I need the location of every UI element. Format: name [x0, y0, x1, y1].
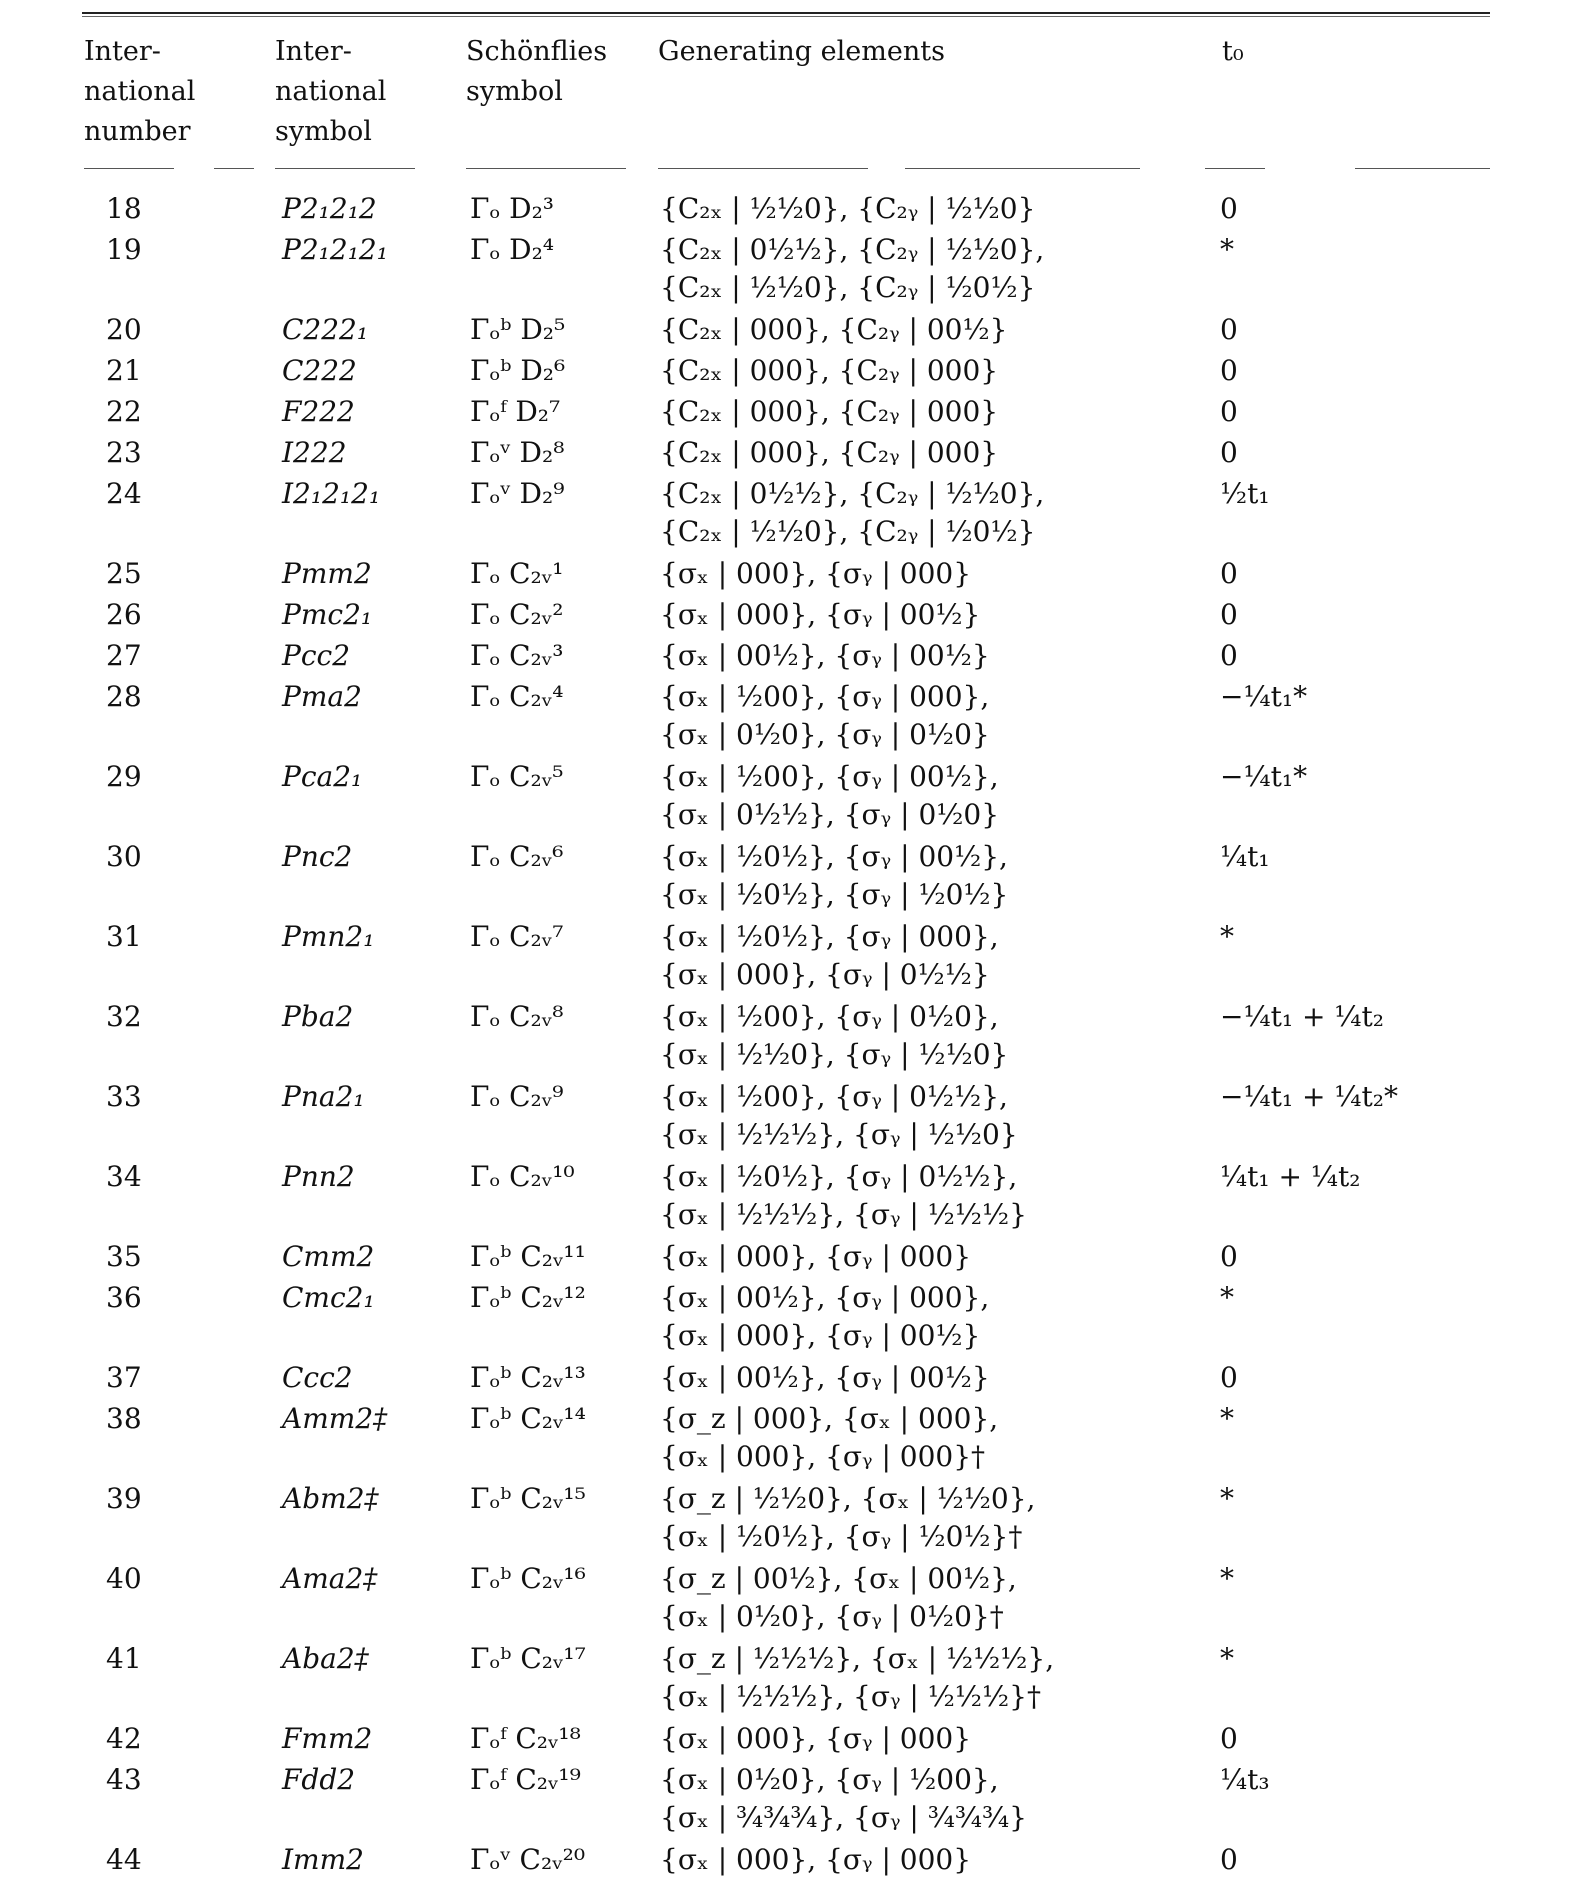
t0-cell: 0 [1220, 436, 1238, 469]
generating-elements-cell [660, 1238, 971, 1276]
generating-elements-cell [660, 475, 1044, 551]
generating-elements-cell [660, 555, 971, 593]
t0-cell: * [1220, 1482, 1234, 1515]
generating-elements-line: {σₓ | ½½½}, {σᵧ | ½½½}† [660, 1680, 1041, 1713]
generating-elements-line: {C₂ₓ | 0½½}, {C₂ᵧ | ½½0}, [660, 233, 1045, 266]
t0-cell: −¼t₁ + ¼t₂ [1220, 1000, 1384, 1033]
generating-elements-line: {σₓ | ½00}, {σᵧ | 000}, [660, 680, 990, 713]
intl-number-cell: 41 [106, 1642, 142, 1675]
schoenflies-cell: Γₒᵇ C₂ᵥ¹⁵ [470, 1482, 586, 1515]
generating-elements-line: {C₂ₓ | ½½0}, {C₂ᵧ | ½0½} [660, 271, 1036, 304]
t0-cell: 0 [1220, 1240, 1238, 1273]
generating-elements-cell [660, 434, 998, 472]
generating-elements-cell [660, 1720, 971, 1758]
generating-elements-cell [660, 596, 980, 634]
schoenflies-cell: Γₒ C₂ᵥ⁴ [470, 680, 564, 713]
generating-elements-line: {σₓ | ¾¾¾}, {σᵧ | ¾¾¾} [660, 1801, 1027, 1834]
t0-cell: 0 [1220, 395, 1238, 428]
generating-elements-line: {σ_z | 000}, {σₓ | 000}, [660, 1402, 999, 1435]
intl-symbol-cell: Cmc2₁ [282, 1281, 375, 1314]
t0-cell: * [1220, 1562, 1234, 1595]
generating-elements-cell [660, 678, 990, 754]
generating-elements-line: {σₓ | ½0½}, {σᵧ | 00½}, [660, 840, 1008, 873]
schoenflies-cell: Γₒᵇ C₂ᵥ¹⁶ [470, 1562, 586, 1595]
intl-symbol-cell: Cmm2 [282, 1240, 375, 1273]
generating-elements-line: {σ_z | 00½}, {σₓ | 00½}, [660, 1562, 1017, 1595]
schoenflies-cell: Γₒᶠ C₂ᵥ¹⁸ [470, 1722, 581, 1755]
intl-number-cell: 23 [106, 436, 142, 469]
generating-elements-cell [660, 1480, 1035, 1556]
intl-number-cell: 33 [106, 1080, 142, 1113]
header-rule [1355, 168, 1490, 169]
intl-number-cell: 31 [106, 920, 142, 953]
intl-symbol-cell: Pmc2₁ [282, 598, 373, 631]
generating-elements-line: {C₂ₓ | 000}, {C₂ᵧ | 00½} [660, 313, 1008, 346]
t0-cell: −¼t₁* [1220, 760, 1308, 793]
t0-cell: −¼t₁ + ¼t₂* [1220, 1080, 1398, 1113]
intl-number-cell: 25 [106, 557, 142, 590]
generating-elements-line: {σ_z | ½½½}, {σₓ | ½½½}, [660, 1642, 1055, 1675]
schoenflies-cell: Γₒ C₂ᵥ⁵ [470, 760, 564, 793]
schoenflies-cell: Γₒᵛ D₂⁹ [470, 477, 565, 510]
schoenflies-cell: Γₒ C₂ᵥ² [470, 598, 564, 631]
generating-elements-line: {σₓ | 00½}, {σᵧ | 000}, [660, 1281, 990, 1314]
generating-elements-line: {σₓ | 000}, {σᵧ | 00½} [660, 598, 981, 631]
intl-symbol-cell: Imm2 [282, 1843, 364, 1876]
intl-symbol-cell: C222₁ [282, 313, 369, 346]
header-rule [84, 168, 174, 169]
generating-elements-line: {σₓ | 000}, {σᵧ | 000} [660, 1240, 972, 1273]
t0-cell: 0 [1220, 313, 1238, 346]
intl-symbol-cell: C222 [282, 354, 357, 387]
generating-elements-line: {C₂ₓ | 0½½}, {C₂ᵧ | ½½0}, [660, 477, 1045, 510]
schoenflies-cell: Γₒᵛ D₂⁸ [470, 436, 565, 469]
generating-elements-cell [660, 1400, 998, 1476]
t0-cell: ¼t₃ [1220, 1763, 1270, 1796]
schoenflies-cell: Γₒ D₂⁴ [470, 233, 555, 266]
intl-number-cell: 32 [106, 1000, 142, 1033]
intl-symbol-cell: Pcc2 [282, 639, 351, 672]
intl-number-cell: 40 [106, 1562, 142, 1595]
schoenflies-cell: Γₒᵇ C₂ᵥ¹¹ [470, 1240, 586, 1273]
intl-number-cell: 28 [106, 680, 142, 713]
schoenflies-cell: Γₒᶠ D₂⁷ [470, 395, 561, 428]
intl-number-cell: 34 [106, 1160, 142, 1193]
header-rule [905, 168, 1140, 169]
t0-cell: ¼t₁ + ¼t₂ [1220, 1160, 1361, 1193]
schoenflies-cell: Γₒᵇ C₂ᵥ¹⁷ [470, 1642, 586, 1675]
generating-elements-cell [660, 352, 998, 390]
intl-number-cell: 43 [106, 1763, 142, 1796]
header-rule [214, 168, 254, 169]
generating-elements-line: {σₓ | ½00}, {σᵧ | 00½}, [660, 760, 999, 793]
t0-cell: 0 [1220, 598, 1238, 631]
schoenflies-cell: Γₒ C₂ᵥ¹⁰ [470, 1160, 575, 1193]
intl-number-cell: 30 [106, 840, 142, 873]
intl-symbol-cell: Fdd2 [282, 1763, 356, 1796]
intl-number-cell: 19 [106, 233, 142, 266]
generating-elements-line: {σₓ | ½0½}, {σᵧ | ½0½} [660, 878, 1009, 911]
generating-elements-line: {σₓ | 0½0}, {σᵧ | 0½0}† [660, 1600, 1004, 1633]
generating-elements-cell [660, 1761, 1027, 1837]
generating-elements-line: {σₓ | 000}, {σᵧ | 00½} [660, 1319, 981, 1352]
generating-elements-line: {σₓ | ½0½}, {σᵧ | ½0½}† [660, 1520, 1023, 1553]
t0-cell: ½t₁ [1220, 477, 1270, 510]
generating-elements-cell [660, 1078, 1018, 1154]
intl-symbol-cell: Pca2₁ [282, 760, 363, 793]
generating-elements-cell [660, 1560, 1017, 1636]
t0-cell: 0 [1220, 1361, 1238, 1394]
generating-elements-cell [660, 1359, 990, 1397]
t0-cell: * [1220, 1402, 1234, 1435]
generating-elements-line: {σₓ | 0½½}, {σᵧ | 0½0} [660, 798, 1000, 831]
schoenflies-cell: Γₒᵇ D₂⁶ [470, 354, 566, 387]
generating-elements-line: {σₓ | 00½}, {σᵧ | 00½} [660, 1361, 990, 1394]
generating-elements-line: {σₓ | 000}, {σᵧ | 000} [660, 557, 972, 590]
generating-elements-cell [660, 758, 999, 834]
t0-cell: 0 [1220, 639, 1238, 672]
intl-symbol-cell: Pma2 [282, 680, 362, 713]
header-generating-elements: Generating elements [658, 36, 945, 67]
intl-number-cell: 24 [106, 477, 142, 510]
t0-cell: −¼t₁* [1220, 680, 1308, 713]
intl-symbol-cell: Pmm2 [282, 557, 372, 590]
schoenflies-cell: Γₒᵇ C₂ᵥ¹² [470, 1281, 586, 1314]
intl-symbol-cell: Pnc2 [282, 840, 353, 873]
generating-elements-line: {σₓ | ½0½}, {σᵧ | 0½½}, [660, 1160, 1018, 1193]
generating-elements-line: {C₂ₓ | 000}, {C₂ᵧ | 000} [660, 354, 999, 387]
intl-number-cell: 27 [106, 639, 142, 672]
generating-elements-cell [660, 231, 1044, 307]
generating-elements-cell [660, 190, 1035, 228]
intl-number-cell: 20 [106, 313, 142, 346]
generating-elements-cell [660, 311, 1007, 349]
generating-elements-line: {σₓ | 000}, {σᵧ | 000} [660, 1843, 972, 1876]
header-rule [275, 168, 415, 169]
generating-elements-cell [660, 1640, 1054, 1716]
t0-cell: 0 [1220, 192, 1238, 225]
intl-number-cell: 18 [106, 192, 142, 225]
generating-elements-line: {σₓ | ½½0}, {σᵧ | ½½0} [660, 1038, 1009, 1071]
schoenflies-cell: Γₒ D₂³ [470, 192, 555, 225]
intl-symbol-cell: Fmm2 [282, 1722, 373, 1755]
schoenflies-cell: Γₒ C₂ᵥ⁸ [470, 1000, 564, 1033]
generating-elements-cell [660, 1279, 989, 1355]
schoenflies-cell: Γₒ C₂ᵥ⁹ [470, 1080, 564, 1113]
intl-number-cell: 21 [106, 354, 142, 387]
t0-cell: * [1220, 1642, 1234, 1675]
intl-symbol-cell: Ccc2 [282, 1361, 353, 1394]
intl-symbol-cell: Pba2 [282, 1000, 354, 1033]
generating-elements-line: {C₂ₓ | ½½0}, {C₂ᵧ | ½½0} [660, 192, 1036, 225]
schoenflies-cell: Γₒᵇ C₂ᵥ¹³ [470, 1361, 586, 1394]
intl-symbol-cell: P2₁2₁2 [282, 192, 377, 225]
intl-number-cell: 26 [106, 598, 142, 631]
header-schoenflies: Schönflies symbol [466, 36, 608, 107]
t0-cell: 0 [1220, 1843, 1238, 1876]
intl-symbol-cell: Pnn2 [282, 1160, 355, 1193]
intl-number-cell: 39 [106, 1482, 142, 1515]
intl-symbol-cell: Pna2₁ [282, 1080, 365, 1113]
schoenflies-cell: Γₒ C₂ᵥ⁶ [470, 840, 564, 873]
header-rule [1205, 168, 1265, 169]
t0-cell: 0 [1220, 557, 1238, 590]
intl-number-cell: 35 [106, 1240, 142, 1273]
generating-elements-line: {σₓ | ½00}, {σᵧ | 0½0}, [660, 1000, 999, 1033]
generating-elements-cell [660, 838, 1008, 914]
header-intl-symbol: Inter- national symbol [275, 36, 387, 147]
intl-symbol-cell: Pmn2₁ [282, 920, 375, 953]
schoenflies-cell: Γₒᶠ C₂ᵥ¹⁹ [470, 1763, 581, 1796]
generating-elements-line: {σₓ | 0½0}, {σᵧ | ½00}, [660, 1763, 999, 1796]
t0-cell: 0 [1220, 1722, 1238, 1755]
header-rule [658, 168, 868, 169]
generating-elements-line: {σₓ | 000}, {σᵧ | 000} [660, 1722, 972, 1755]
generating-elements-line: {σₓ | 0½0}, {σᵧ | 0½0} [660, 718, 990, 751]
intl-symbol-cell: F222 [282, 395, 355, 428]
schoenflies-cell: Γₒᵛ C₂ᵥ²⁰ [470, 1843, 586, 1876]
intl-symbol-cell: P2₁2₁2₁ [282, 233, 388, 266]
generating-elements-line: {σₓ | 000}, {σᵧ | 000}† [660, 1440, 986, 1473]
header-rule [466, 168, 626, 169]
generating-elements-line: {σₓ | ½00}, {σᵧ | 0½½}, [660, 1080, 1008, 1113]
t0-cell: * [1220, 233, 1234, 266]
generating-elements-cell [660, 918, 999, 994]
header-t0: t₀ [1222, 36, 1244, 67]
top-rule-thin [82, 16, 1490, 17]
generating-elements-cell [660, 1158, 1027, 1234]
generating-elements-cell [660, 1841, 971, 1879]
schoenflies-cell: Γₒ C₂ᵥ¹ [470, 557, 564, 590]
generating-elements-line: {C₂ₓ | 000}, {C₂ᵧ | 000} [660, 395, 999, 428]
generating-elements-line: {σₓ | 00½}, {σᵧ | 00½} [660, 639, 990, 672]
intl-symbol-cell: Abm2‡ [282, 1482, 379, 1515]
intl-symbol-cell: Amm2‡ [282, 1402, 388, 1435]
intl-symbol-cell: I2₁2₁2₁ [282, 477, 381, 510]
intl-number-cell: 29 [106, 760, 142, 793]
generating-elements-cell [660, 637, 990, 675]
t0-cell: * [1220, 1281, 1234, 1314]
generating-elements-line: {σₓ | 000}, {σᵧ | 0½½} [660, 958, 990, 991]
t0-cell: ¼t₁ [1220, 840, 1270, 873]
generating-elements-line: {C₂ₓ | 000}, {C₂ᵧ | 000} [660, 436, 999, 469]
intl-symbol-cell: I222 [282, 436, 347, 469]
schoenflies-cell: Γₒᵇ C₂ᵥ¹⁴ [470, 1402, 586, 1435]
top-rule [82, 12, 1490, 14]
generating-elements-cell [660, 393, 998, 431]
generating-elements-line: {σₓ | ½½½}, {σᵧ | ½½½} [660, 1198, 1027, 1231]
intl-number-cell: 44 [106, 1843, 142, 1876]
t0-cell: * [1220, 920, 1234, 953]
intl-symbol-cell: Ama2‡ [282, 1562, 378, 1595]
intl-number-cell: 37 [106, 1361, 142, 1394]
generating-elements-line: {σ_z | ½½0}, {σₓ | ½½0}, [660, 1482, 1036, 1515]
generating-elements-line: {σₓ | ½½½}, {σᵧ | ½½0} [660, 1118, 1018, 1151]
generating-elements-line: {σₓ | ½0½}, {σᵧ | 000}, [660, 920, 999, 953]
intl-symbol-cell: Aba2‡ [282, 1642, 369, 1675]
schoenflies-cell: Γₒ C₂ᵥ⁷ [470, 920, 564, 953]
schoenflies-cell: Γₒᵇ D₂⁵ [470, 313, 566, 346]
header-intl-number: Inter- national number [84, 36, 196, 147]
intl-number-cell: 36 [106, 1281, 142, 1314]
intl-number-cell: 42 [106, 1722, 142, 1755]
generating-elements-line: {C₂ₓ | ½½0}, {C₂ᵧ | ½0½} [660, 515, 1036, 548]
intl-number-cell: 22 [106, 395, 142, 428]
schoenflies-cell: Γₒ C₂ᵥ³ [470, 639, 564, 672]
generating-elements-cell [660, 998, 1008, 1074]
t0-cell: 0 [1220, 354, 1238, 387]
intl-number-cell: 38 [106, 1402, 142, 1435]
